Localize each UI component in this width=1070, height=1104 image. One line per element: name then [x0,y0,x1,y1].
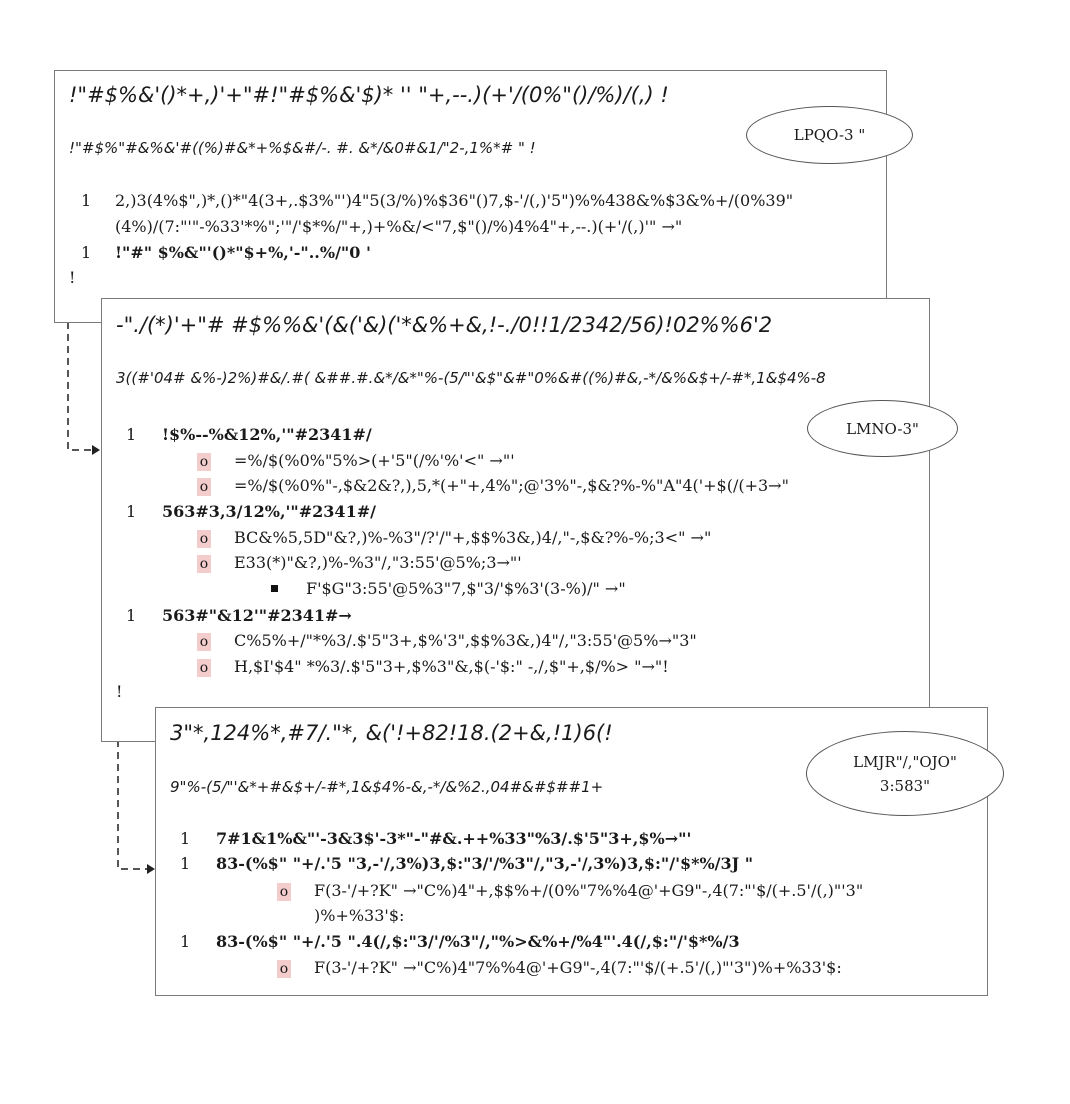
sub-item: =%/$(%0%"5%>(+'5"(/%'%'<" →"' [234,451,515,470]
sub-item-cont: )%+%33'$: [314,906,405,925]
group-heading: !$%--%&12%,'"#2341#/ [162,425,372,444]
item-text-cont: (4%)/(7:"'"-%33'*%";'"/'$*%/"+,)+%&/<"7,$"()/%)4%4"+,--.)(+'/(,)'" →" [115,217,683,236]
card-1-badge: LPQO-3 " [746,106,913,164]
item-heading: 83-(%$" "+/.'5 ".4(/,$:"3/'/%3"/,"%>&%+/%4"'.4(/,$:"/'$*%/3 [216,932,740,951]
card-2-title: -"./(*)'+"# #$%%&'(&('&)('*&%+&,!-./0!!1/2342/56)!02%%6'2 [116,313,773,337]
item-number: 1 [81,243,92,262]
item-number: 1 [81,191,92,210]
item-number: 1 [180,932,191,951]
item-number: 1 [180,854,191,873]
sub-item: F(3-'/+?K" →"C%)4"7%%4@'+G9"-,4(7:"'$/(+.5'/(,)"'3")%+%33'$: [314,958,842,977]
bullet-icon: o [197,530,211,548]
trailing-mark: ! [116,682,123,701]
item-text: !"#" $%&"'()*"$+%,'-"..%/"0 ' [115,243,371,262]
card-3-title: 3"*,124%*,#7/."*, &('!+82!18.(2+&,!1)6(! [170,721,613,745]
sub-item: F(3-'/+?K" →"C%)4"+,$$%+/(0%"7%%4@'+G9"-,4(7:"'$/(+.5'/(,)"'3" [314,881,864,900]
item-text: 2,)3(4%$",)*,()*"4(3+,.$3%"')4"5(3/%)%$36"()7,$-'/(,)'5")%%438&%$3&%+/(0%39" [115,191,794,210]
bullet-icon: o [197,659,211,677]
item-number: 1 [180,829,191,848]
group-number: 1 [126,606,137,625]
card-1 [54,70,887,323]
sub-item: =%/$(%0%"-,$&2&?,),5,*(+"+,4%";@'3%"-,$&?%-%"A"4('+$(/(+3→" [234,476,789,495]
card-3-badge-line2: 3:583" [879,776,931,795]
card-3-subtitle: 9"%-(5/"'&*+#&$+/-#*,1&$4%-&,-*/&%2.,04#&#$##1+ [170,778,604,796]
group-number: 1 [126,425,137,444]
card-3-badge-line1: LMJR"/,"OJO" [853,752,957,771]
sub-item: E33(*)"&?,)%-%3"/,"3:55'@5%;3→"' [234,553,522,572]
card-2-subtitle: 3((#'04# &%-)2%)#&/.#( &##.#.&*/&*"%-(5/"'&$"&#"0%&#((%)#&,-*/&%&$+/-#*,1&$4%-8 [116,369,826,387]
card-2 [101,298,930,742]
card-3-badge [806,731,1004,816]
group-heading: 563#3,3/12%,'"#2341#/ [162,502,376,521]
sub-item: BC&%5,5D"&?,)%-%3"/?'/"+,$$%3&,)4/,"-,$&?%-%;3<" →" [234,528,712,547]
card-1-title: !"#$%&'()*+,)'+"#!"#$%&'$)* '' "+,--.)(+'/(0%"()/%)/(,) ! [69,83,669,107]
square-bullet-icon [271,585,278,592]
group-heading: 563#"&12'"#2341#→ [162,606,352,625]
trailing-mark: ! [69,268,76,287]
card-2-badge: LMNO-3" [807,400,958,457]
bullet-icon: o [197,633,211,651]
item-heading: 7#1&1%&"'-3&3$'-3*"-"#&.++%33"%3/.$'5"3+,$%→"' [216,829,692,848]
group-number: 1 [126,502,137,521]
bullet-icon: o [277,960,291,978]
sub-item: H,$I'$4" *%3/.$'5"3+,$%3"&,$(-'$:" -,/,$"+,$/%> "→"! [234,657,669,676]
sub-item: C%5%+/"*%3/.$'5"3+,$%'3",$$%3&,)4"/,"3:55'@5%→"3" [234,631,697,650]
card-1-subtitle: !"#$%"#&%&'#((%)#&*+%$&#/-. #. &*/&0#&1/"2-,1%*# " ! [69,139,536,157]
bullet-icon: o [197,478,211,496]
bullet-icon: o [277,883,291,901]
item-heading: 83-(%$" "+/.'5 "3,-'/,3%)3,$:"3/'/%3"/,"3,-'/,3%)3,$:"/'$*%/3J " [216,854,754,873]
bullet-icon: o [197,453,211,471]
bullet-icon: o [197,555,211,573]
sub-sub-item: F'$G"3:55'@5%3"7,$"3/'$%3'(3-%)/" →" [306,579,626,598]
